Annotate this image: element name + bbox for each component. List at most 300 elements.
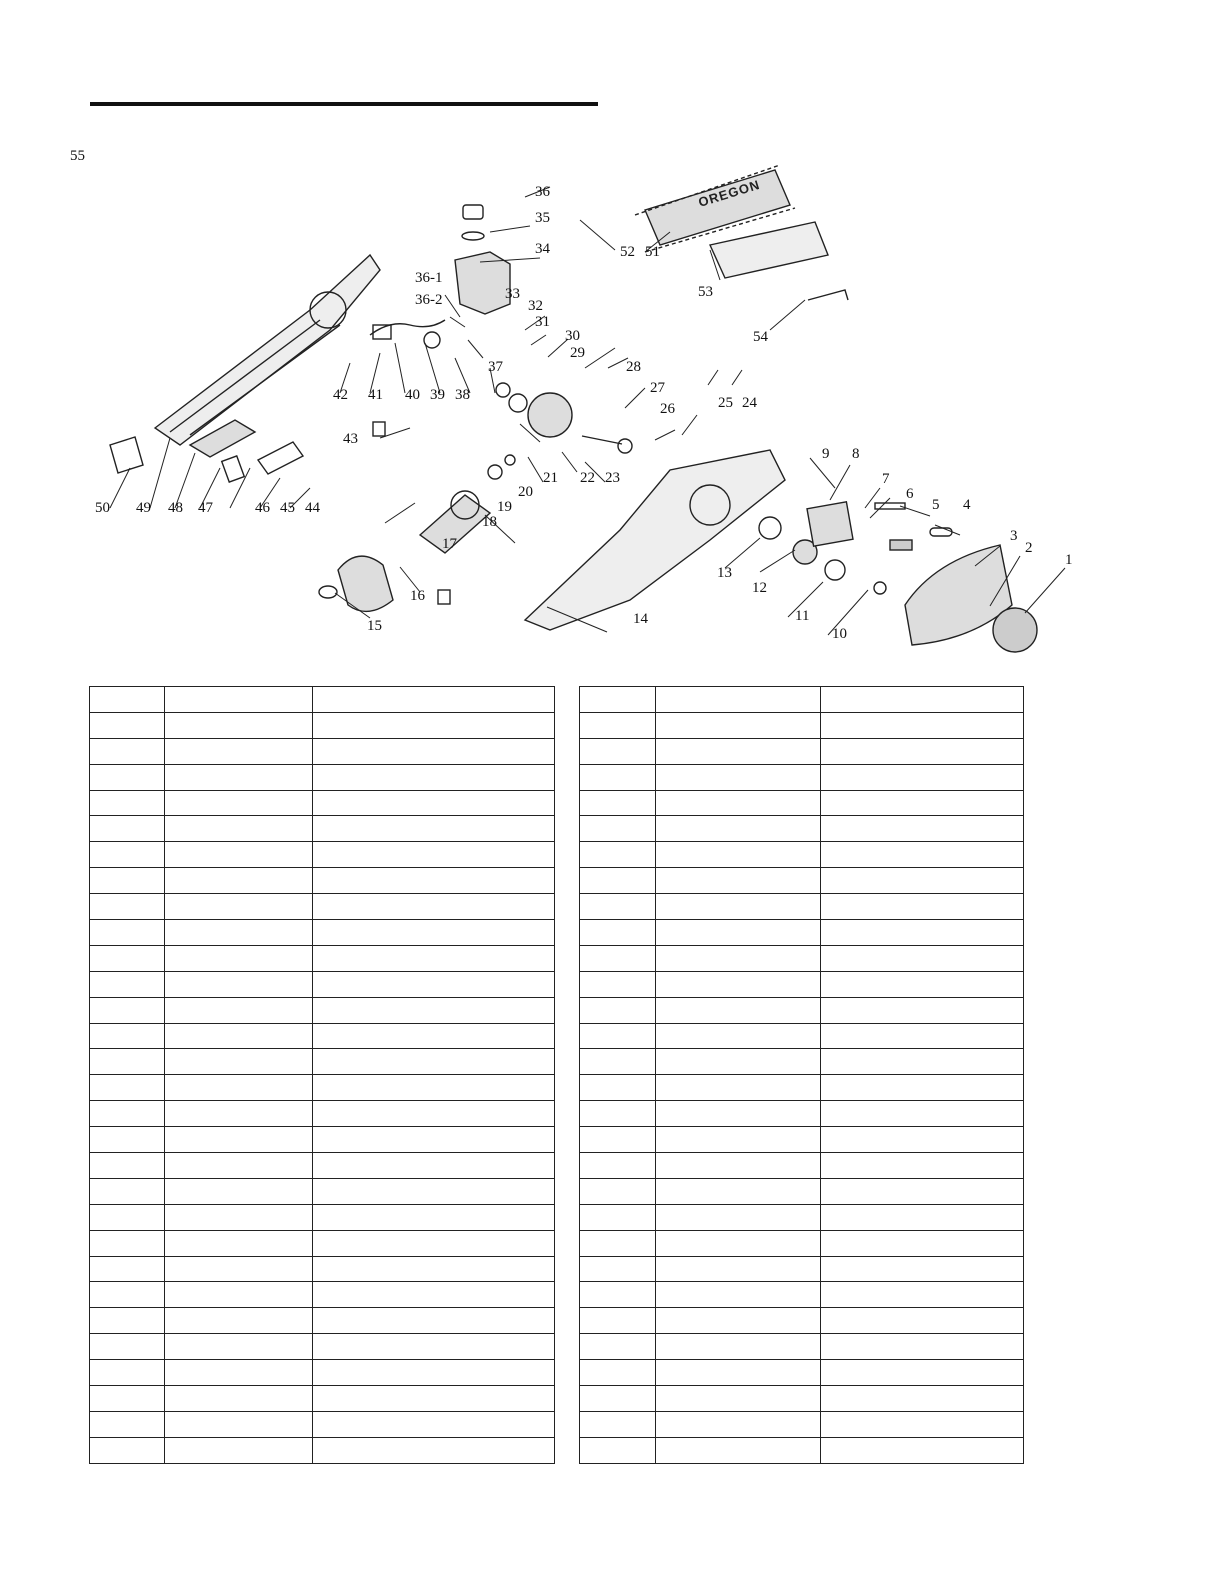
callout-label-17: 17 [442,536,457,552]
table-cell [580,945,656,971]
table-cell [821,1386,1024,1412]
table-cell [90,868,165,894]
table-cell [656,1049,821,1075]
table-cell [656,1308,821,1334]
table-row [580,764,1024,790]
table-row [580,1230,1024,1256]
table-cell [580,1153,656,1179]
table-cell [313,1282,555,1308]
table-cell [313,712,555,738]
table-cell [821,687,1024,713]
table-cell [90,1049,165,1075]
table-row [580,997,1024,1023]
rear-bearing-part [319,586,337,598]
callout-label-32: 32 [528,298,543,314]
title-rule [90,102,598,106]
table-cell [90,997,165,1023]
table-cell [656,971,821,997]
carbon-brush-part-2 [373,422,385,436]
table-cell [90,1411,165,1437]
table-row [580,1437,1024,1463]
table-row [90,1204,555,1230]
callout-label-21: 21 [543,470,558,486]
callout-label-34: 34 [535,241,550,257]
table-cell [656,1204,821,1230]
callout-label-36: 36 [535,184,550,200]
table-cell [656,1178,821,1204]
table-cell [580,1386,656,1412]
table-cell [656,1075,821,1101]
callout-label-52: 52 [620,244,635,260]
table-row [90,712,555,738]
washer-part-2 [825,560,845,580]
callout-label-18: 18 [482,514,497,530]
table-cell [580,1360,656,1386]
table-cell [165,712,313,738]
table-cell [313,1308,555,1334]
table-cell [821,1360,1024,1386]
table-cell [313,1334,555,1360]
callout-label-50: 50 [95,500,110,516]
carbon-brush-part [438,590,450,604]
table-cell [90,1204,165,1230]
table-cell [165,738,313,764]
table-cell [656,712,821,738]
table-cell [313,868,555,894]
table-cell [580,1075,656,1101]
table-row [90,894,555,920]
callout-label-55: 55 [70,148,85,164]
callout-label-36-1: 36-1 [415,270,443,286]
table-cell [165,868,313,894]
callout-label-48: 48 [168,500,183,516]
callout-label-29: 29 [570,345,585,361]
table-cell [821,1127,1024,1153]
table-cell [90,1127,165,1153]
table-row [90,842,555,868]
table-row [90,1256,555,1282]
table-cell [656,1023,821,1049]
table-cell [580,790,656,816]
callout-label-27: 27 [650,380,665,396]
table-cell [165,1178,313,1204]
table-cell [656,1334,821,1360]
table-cell [165,1204,313,1230]
bearing-part [509,394,527,412]
table-cell [313,1101,555,1127]
table-cell [313,1411,555,1437]
table-cell [165,1101,313,1127]
callout-label-24: 24 [742,395,757,411]
parts-table-left [89,686,555,1464]
table-cell [90,971,165,997]
table-cell [165,997,313,1023]
table-row [90,1023,555,1049]
table-row [90,868,555,894]
table-cell [313,1437,555,1463]
callout-label-22: 22 [580,470,595,486]
table-row [580,894,1024,920]
table-cell [165,894,313,920]
table-cell [821,971,1024,997]
table-row [90,1127,555,1153]
table-row [580,842,1024,868]
callout-label-39: 39 [430,387,445,403]
table-cell [821,816,1024,842]
table-cell [313,971,555,997]
table-cell [821,1230,1024,1256]
table-cell [313,1075,555,1101]
table-cell [165,945,313,971]
callout-label-53: 53 [698,284,713,300]
table-cell [580,1282,656,1308]
callout-label-8: 8 [852,446,860,462]
callout-label-36-2: 36-2 [415,292,443,308]
table-cell [580,1204,656,1230]
callout-label-16: 16 [410,588,425,604]
callout-label-9: 9 [822,446,830,462]
table-cell [313,920,555,946]
table-row [90,1101,555,1127]
end-cap-part [110,437,143,473]
table-cell [313,894,555,920]
table-cell [90,1386,165,1412]
exploded-parts-diagram [70,148,1150,670]
table-row [580,1386,1024,1412]
table-cell [90,1282,165,1308]
table-row [580,920,1024,946]
table-row [90,1178,555,1204]
callout-label-40: 40 [405,387,420,403]
table-cell [580,920,656,946]
main-housing-part [525,450,785,630]
table-row [90,971,555,997]
table-row [90,790,555,816]
table-cell [90,1256,165,1282]
table-cell [313,1127,555,1153]
table-cell [165,1256,313,1282]
table-cell [656,790,821,816]
table-row [580,816,1024,842]
table-row [580,1334,1024,1360]
table-cell [90,790,165,816]
table-cell [90,920,165,946]
table-cell [821,1256,1024,1282]
cover-knob-part [993,608,1037,652]
callout-label-38: 38 [455,387,470,403]
table-row [580,687,1024,713]
table-cell [313,997,555,1023]
table-row [580,1178,1024,1204]
table-cell [165,687,313,713]
callout-label-51: 51 [645,244,660,260]
nut-part [463,205,483,219]
callout-label-20: 20 [518,484,533,500]
table-cell [656,1437,821,1463]
table-cell [821,842,1024,868]
table-cell [313,816,555,842]
callout-label-30: 30 [565,328,580,344]
table-cell [313,790,555,816]
callout-label-5: 5 [932,497,940,513]
table-cell [90,1178,165,1204]
table-cell [580,1023,656,1049]
table-cell [656,738,821,764]
table-row [90,738,555,764]
callout-label-23: 23 [605,470,620,486]
table-row [580,868,1024,894]
switch-part [258,442,303,474]
table-cell [165,1230,313,1256]
bar-cover-part [710,222,828,278]
table-cell [165,1308,313,1334]
table-row [90,1411,555,1437]
table-cell [580,1411,656,1437]
table-cell [821,945,1024,971]
table-cell [821,1204,1024,1230]
table-cell [165,1360,313,1386]
table-row [90,1386,555,1412]
table-cell [313,1153,555,1179]
table-row [90,920,555,946]
table-row [90,1282,555,1308]
table-cell [580,1178,656,1204]
table-cell [580,764,656,790]
table-cell [165,1075,313,1101]
table-cell [90,1334,165,1360]
table-cell [821,712,1024,738]
table-cell [165,1386,313,1412]
table-row [90,816,555,842]
table-row [90,945,555,971]
callout-label-35: 35 [535,210,550,226]
table-cell [313,1204,555,1230]
table-cell [656,1282,821,1308]
shaft-bearing-part [618,439,632,453]
table-cell [165,1127,313,1153]
washer-part [759,517,781,539]
table-cell [313,1386,555,1412]
table-row [90,997,555,1023]
table-cell [821,1153,1024,1179]
table-cell [821,1075,1024,1101]
table-cell [580,997,656,1023]
hex-key-part [808,290,848,300]
table-cell [165,790,313,816]
table-cell [821,1101,1024,1127]
table-cell [165,1282,313,1308]
table-row [580,1308,1024,1334]
table-row [90,1075,555,1101]
seal-ring-part [462,232,484,240]
table-cell [313,1023,555,1049]
table-cell [90,1230,165,1256]
table-cell [165,764,313,790]
table-cell [580,1230,656,1256]
table-row [90,764,555,790]
table-cell [165,1437,313,1463]
table-row [580,712,1024,738]
table-cell [821,868,1024,894]
callout-label-28: 28 [626,359,641,375]
table-cell [90,894,165,920]
table-cell [580,842,656,868]
table-cell [821,738,1024,764]
table-cell [313,1049,555,1075]
table-cell [821,1049,1024,1075]
table-cell [656,842,821,868]
table-cell [90,1101,165,1127]
callout-label-12: 12 [752,580,767,596]
callout-label-19: 19 [497,499,512,515]
table-row [580,1023,1024,1049]
table-cell [580,971,656,997]
table-cell [656,1153,821,1179]
table-cell [656,1386,821,1412]
callout-label-41: 41 [368,387,383,403]
tensioner-pin-part [930,528,952,536]
table-cell [313,738,555,764]
callout-label-2: 2 [1025,540,1033,556]
spring-part [222,456,245,482]
armature-bearing-part [488,465,502,479]
bevel-gear-part [528,393,572,437]
table-cell [165,842,313,868]
parts-table-right [579,686,1024,1464]
table-cell [580,1101,656,1127]
table-cell [656,920,821,946]
callout-label-26: 26 [660,401,675,417]
table-row [580,738,1024,764]
table-cell [313,842,555,868]
table-cell [90,816,165,842]
table-cell [821,1334,1024,1360]
table-row [90,1049,555,1075]
tensioner-plate-part [807,502,853,546]
table-cell [165,971,313,997]
table-row [580,1256,1024,1282]
table-cell [580,738,656,764]
table-row [580,1282,1024,1308]
table-cell [165,1023,313,1049]
table-cell [313,1230,555,1256]
tensioner-block-part [890,540,912,550]
table-cell [656,1360,821,1386]
callout-label-42: 42 [333,387,348,403]
table-cell [656,1411,821,1437]
table-row [580,945,1024,971]
table-row [580,1075,1024,1101]
table-cell [313,1178,555,1204]
table-cell [90,764,165,790]
table-row [580,971,1024,997]
table-cell [656,1230,821,1256]
table-cell [90,1153,165,1179]
table-cell [165,816,313,842]
table-row [580,1411,1024,1437]
table-cell [90,945,165,971]
table-cell [821,1437,1024,1463]
table-cell [580,687,656,713]
table-cell [580,1334,656,1360]
callout-label-46: 46 [255,500,270,516]
table-row [90,1230,555,1256]
table-cell [313,945,555,971]
table-cell [656,764,821,790]
oil-tank-part [455,252,510,314]
table-cell [313,1360,555,1386]
table-row [580,1153,1024,1179]
bearing-part-2 [496,383,510,397]
callout-label-6: 6 [906,486,914,502]
table-cell [580,816,656,842]
callout-label-4: 4 [963,497,971,513]
table-cell [165,1153,313,1179]
table-row [90,687,555,713]
callout-label-11: 11 [795,608,810,624]
rear-handle-housing [155,255,380,445]
table-row [90,1334,555,1360]
table-row [90,1308,555,1334]
table-cell [821,1308,1024,1334]
callout-label-47: 47 [198,500,213,516]
table-cell [313,687,555,713]
table-cell [90,1308,165,1334]
table-row [580,1204,1024,1230]
drive-shaft-part [582,436,622,444]
table-cell [313,1256,555,1282]
table-cell [580,1127,656,1153]
table-row [580,1101,1024,1127]
table-row [90,1437,555,1463]
table-row [90,1360,555,1386]
table-row [90,1153,555,1179]
table-cell [821,997,1024,1023]
table-cell [821,764,1024,790]
callout-label-45: 45 [280,500,295,516]
table-cell [90,738,165,764]
table-cell [90,687,165,713]
table-cell [90,1437,165,1463]
table-cell [165,1334,313,1360]
callout-label-31: 31 [535,314,550,330]
table-cell [90,1075,165,1101]
callout-label-54: 54 [753,329,768,345]
callout-label-43: 43 [343,431,358,447]
guide-bar-brand-text: OREGON [696,176,762,210]
stator-part [338,556,393,611]
callout-label-3: 3 [1010,528,1018,544]
table-cell [821,894,1024,920]
nut-part-2 [874,582,886,594]
table-cell [821,1282,1024,1308]
table-cell [656,816,821,842]
callout-label-15: 15 [367,618,382,634]
table-cell [656,1127,821,1153]
callout-label-25: 25 [718,395,733,411]
table-cell [580,868,656,894]
callout-label-37: 37 [488,359,503,375]
table-cell [580,894,656,920]
table-cell [821,790,1024,816]
callout-label-13: 13 [717,565,732,581]
table-cell [580,1437,656,1463]
table-cell [580,1256,656,1282]
table-cell [656,945,821,971]
callout-label-49: 49 [136,500,151,516]
table-cell [165,1411,313,1437]
callout-label-44: 44 [305,500,320,516]
